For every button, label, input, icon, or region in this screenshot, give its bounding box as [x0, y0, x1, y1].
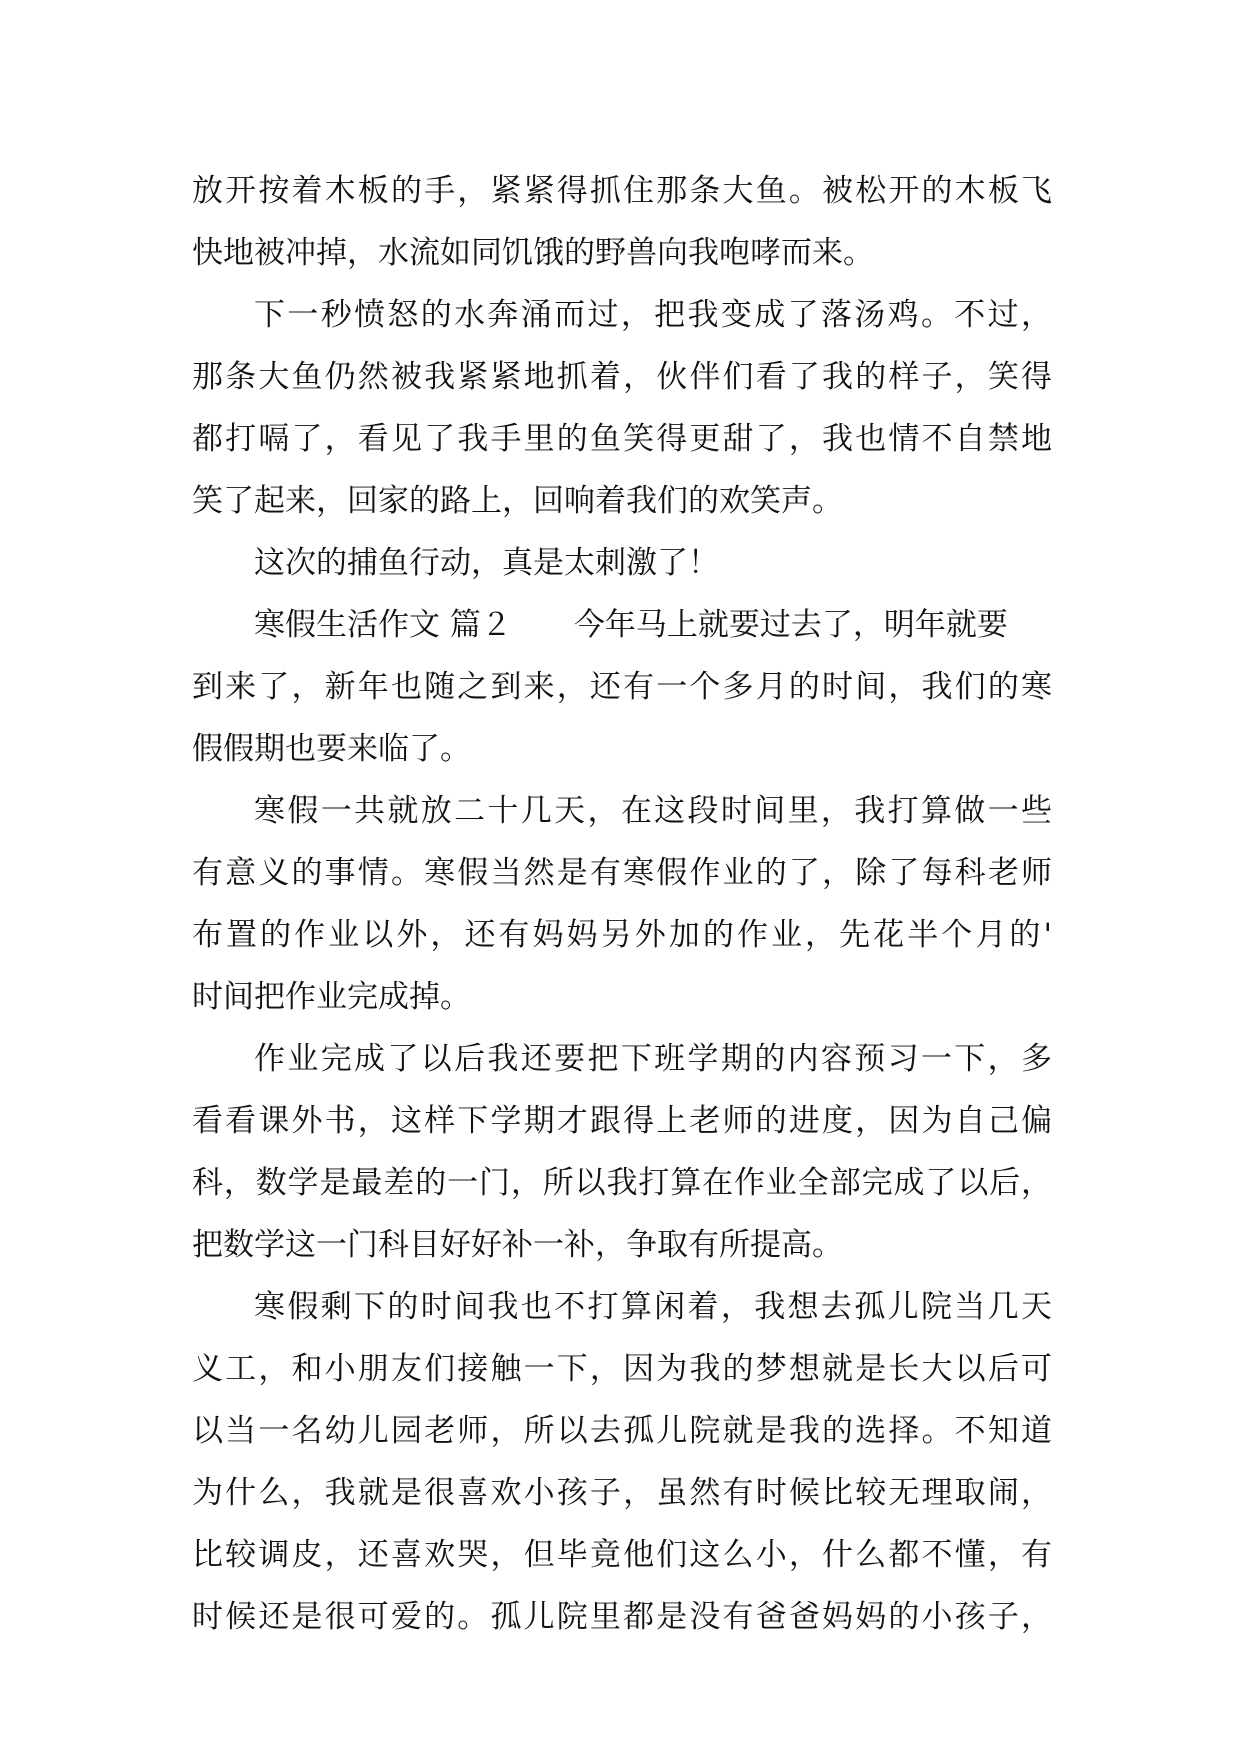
text-line: 到来了，新年也随之到来，还有一个多月的时间，我们的寒 — [192, 669, 1052, 705]
text-line: 下一秒愤怒的水奔涌而过，把我变成了落汤鸡。不过， — [254, 297, 1052, 333]
paragraph — [192, 780, 1052, 1028]
text-fragment: 今年马上就要过去了，明年就要 — [573, 607, 1008, 643]
paragraph — [192, 1028, 1052, 1276]
text-line: 笑了起来，回家的路上，回响着我们的欢笑声。 — [192, 483, 843, 519]
text-line: 布置的作业以外，还有妈妈另外加的作业，先花半个月的' — [192, 917, 1052, 953]
text-line: 有意义的事情。寒假当然是有寒假作业的了，除了每科老师 — [192, 855, 1052, 891]
text-line: 作业完成了以后我还要把下班学期的内容预习一下，多 — [254, 1041, 1052, 1077]
paragraph — [192, 284, 1052, 532]
text-line: 寒假一共就放二十几天，在这段时间里，我打算做一些 — [254, 793, 1052, 829]
paragraph — [192, 160, 1052, 284]
text-line: 科，数学是最差的一门，所以我打算在作业全部完成了以后， — [192, 1165, 1052, 1201]
text-line: 放开按着木板的手，紧紧得抓住那条大鱼。被松开的木板飞 — [192, 173, 1052, 209]
text-line: 看看课外书，这样下学期才跟得上老师的进度，因为自己偏 — [192, 1103, 1052, 1139]
paragraph — [192, 1276, 1052, 1648]
document-body — [192, 160, 1052, 1648]
text-line: 那条大鱼仍然被我紧紧地抓着，伙伴们看了我的样子，笑得 — [192, 359, 1052, 395]
paragraph — [192, 594, 1052, 780]
text-line: 以当一名幼儿园老师，所以去孤儿院就是我的选择。不知道 — [192, 1413, 1052, 1449]
text-line — [192, 594, 1052, 656]
text-line: 时候还是很可爱的。孤儿院里都是没有爸爸妈妈的小孩子， — [192, 1599, 1052, 1635]
section-heading: 寒假生活作文 篇２ — [254, 607, 512, 643]
text-line: 义工，和小朋友们接触一下，因为我的梦想就是长大以后可 — [192, 1351, 1052, 1387]
text-line: 把数学这一门科目好好补一补，争取有所提高。 — [192, 1227, 843, 1263]
text-line: 为什么，我就是很喜欢小孩子，虽然有时候比较无理取闹， — [192, 1475, 1052, 1511]
text-line: 快地被冲掉，水流如同饥饿的野兽向我咆哮而来。 — [192, 235, 874, 271]
text-line: 都打嗝了，看见了我手里的鱼笑得更甜了，我也情不自禁地 — [192, 421, 1052, 457]
text-line: 比较调皮，还喜欢哭，但毕竟他们这么小，什么都不懂，有 — [192, 1537, 1052, 1573]
text-line: 寒假剩下的时间我也不打算闲着，我想去孤儿院当几天 — [254, 1289, 1052, 1325]
paragraph — [192, 532, 1052, 594]
text-line: 假假期也要来临了。 — [192, 731, 471, 767]
text-line: 这次的捕鱼行动，真是太刺激了！ — [254, 545, 719, 581]
text-line: 时间把作业完成掉。 — [192, 979, 471, 1015]
